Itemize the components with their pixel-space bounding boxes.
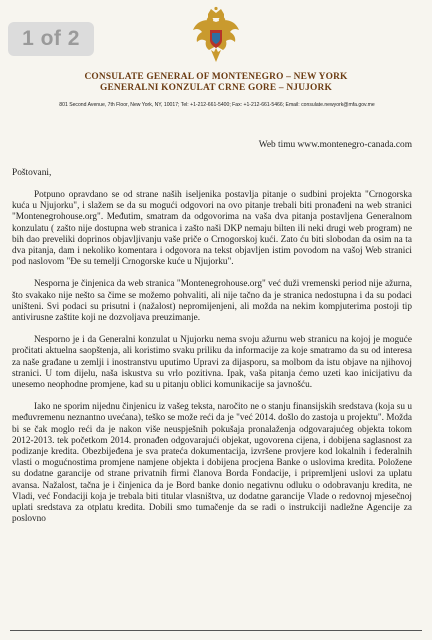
consulate-name-english: CONSULATE GENERAL OF MONTENEGRO – NEW YORK <box>84 72 348 82</box>
paragraph-2: Nesporna je činjenica da web stranica "Montenegrohouse.org" već duži vremenski period nije ažurna, što svakako nije nešto sa čime se možemo pohvaliti, ali nije tačno da je stranica nedostupna i da su podaci uništeni. Svi podaci su prisutni i (nažalost) nepromijenjeni, ali možda na nekim kompjuterima postoji tip antivirusne zaštite koji ne dozvoljava preuzimanje. <box>12 279 412 324</box>
paragraph-3: Nesporno je i da Generalni konzulat u Njujorku nema svoju ažurnu web stranicu na kojoj je moguće pročitati aktuelna saopštenja, ali koristimo svaku priliku da informacije za koje smatramo da su od interesa za naše građane u zemlji i inostranstvu uputimo Upravi za dijasporu, sa molbom da istu objave na njihovoj stranici. U tom dijelu, naša iskustva su vrlo pozitivna. Ipak, vaša pitanja ćemo uzeti kao inicijativu da unesemo neophodne promjene, kad su u pitanju oblici komunikacije sa javnošću. <box>12 335 412 391</box>
coat-of-arms-icon <box>191 6 241 68</box>
paragraph-4: Iako ne sporim nijednu činjenicu iz vašeg teksta, naročito ne o stanju finansijskih sredstava (koja su u međuvremenu neznantno uvećana), teško se može reći da je "već 2014. došlo do zastoja u projektu". Možda bi se čak moglo reći da je nakon više neuspješnih pokušaja pronalaženja odgovarajućeg objekta tokom 2012-2013. tek početkom 2014. pronađen odgovarajući objekat, ugovorena cijena, i dobijena saglasnost za podizanje kredita. Obezbijeđena je sva prateća dokumentacija, izvršene provjere kod lokalnih i federalnih vlasti o mogućnostima promjene namjene objekta i dobijena procjena Banke o uslovima kredita. Položene su dodatne garancije od strane privatnih firmi članova Borda Fondacije, i pripremljeni uslovi za uplatu avansa. Nažalost, tačna je i činjenica da je Bord banke donio negativnu odluku o odobravanju kredita, ne Vladi, već Fondaciji koja je trebala biti titular vlasništva, uz dodatne garancije Vlade o redovnoj mjesečnoj uplati sredstava za otplatu kredita. Dobili smo tumačenje da se radi o instrukciji nadležne Agencije za poslovno <box>12 402 412 525</box>
page-bottom-rule <box>10 630 422 631</box>
page-indicator-badge: 1 of 2 <box>8 22 94 56</box>
contact-line: 801 Second Avenue, 7th Floor, New York, NY, 10017; Tel: +1-212-661-5400; Fax: +1-212-661-5466; Email: consulate.newyork@mfa.gov.me <box>59 102 375 108</box>
paragraph-1: Potpuno opravdano se od strane naših iseljenika postavlja pitanje o sudbini projekta "Crnogorska kuća u Njujorku", i slažem se da su mogući odgovori na ovo pitanje trebali biti pronađeni na web stranici "Montenegrohouse.org". Međutim, smatram da odgovorima na vaša dva pitanja postavljena Generalnom konzulatu ( zašto nije dostupna web stranica i zašto naši DKP nemaju bilten ili neki drugi web program) ne bih dao preveliki doprinos objavljivanju vaše priče o Crnogorskoj kući. Zato ću biti slobodan da osim na ta dva pitanja, dam i nekoliko komentara i odgovora na tekst objavljen istim povodom na vašoj Web stranici pod naslovom "Đe su temelji Crnogorske kuće u Njujorku". <box>12 190 412 268</box>
salutation: Poštovani, <box>12 168 52 178</box>
recipient-line: Web timu www.montenegro-canada.com <box>258 140 412 150</box>
letter-body <box>12 190 412 536</box>
letterhead <box>0 72 432 94</box>
consulate-name-montenegrin: GENERALNI KONZULAT CRNE GORE – NJUJORK <box>99 83 333 93</box>
